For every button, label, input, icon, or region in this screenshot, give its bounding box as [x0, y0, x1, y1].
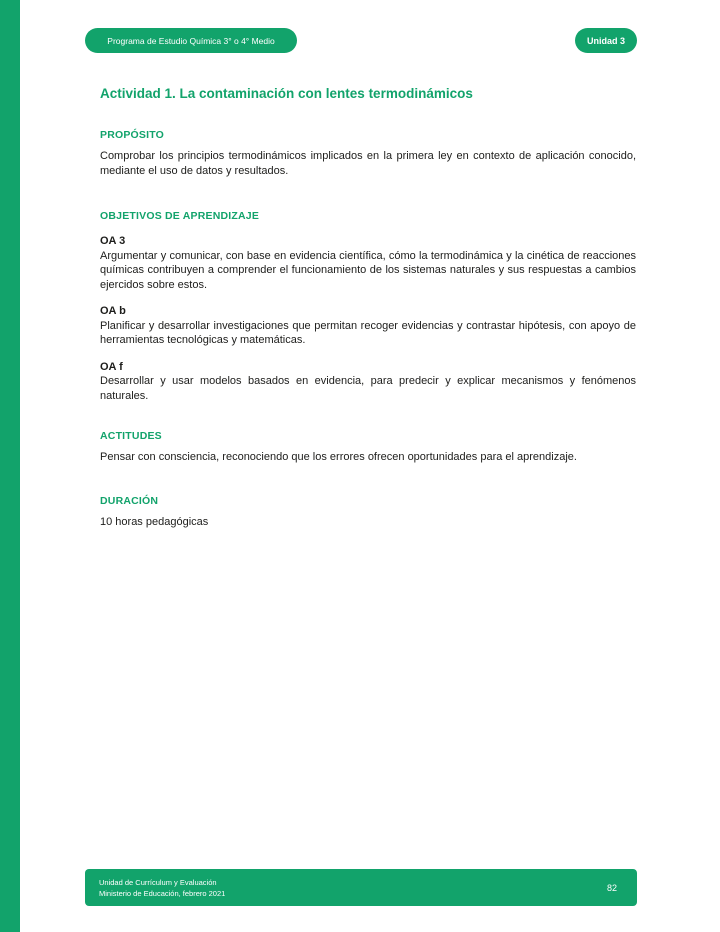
left-accent-strip [0, 0, 20, 932]
oa-code-oaf: OA f [100, 360, 123, 373]
footer-line2: Ministerio de Educación, febrero 2021 [99, 888, 226, 898]
oa-text-oab: Planificar y desarrollar investigaciones que permitan recoger evidencias y contrastar hipótesis, con apoyo de herramientas tecnológicas y matemáticas. [100, 319, 636, 346]
activity-title: Actividad 1. La contaminación con lentes termodinámicos [100, 86, 473, 101]
header-program-pill [85, 28, 297, 53]
actitudes-body: Pensar con consciencia, reconociendo que los errores ofrecen oportunidades para el aprendizaje. [100, 451, 577, 463]
oa-item-oa3 [100, 234, 636, 292]
section-actitudes [100, 430, 636, 465]
oa-text-oaf: Desarrollar y usar modelos basados en evidencia, para predecir y explicar mecanismos y fenómenos naturales. [100, 375, 636, 402]
proposito-heading: PROPÓSITO [100, 129, 165, 141]
page-content [100, 86, 636, 529]
objetivos-heading: OBJETIVOS DE APRENDIZAJE [100, 210, 260, 222]
oa-code-oab: OA b [100, 305, 126, 317]
section-objetivos [100, 210, 636, 403]
oa-text-oa3: Argumentar y comunicar, con base en evidencia científica, cómo la termodinámica y la cinética de reacciones químicas contribuyen a comprender el funcionamiento de los sistemas naturales y sus respuestas a cambios ejercidos sobre estos. [100, 249, 636, 291]
oa-code-oa3: OA 3 [100, 235, 126, 247]
oa-item-oab [100, 304, 636, 348]
duracion-heading: DURACIÓN [100, 494, 159, 507]
section-duracion [100, 495, 636, 530]
footer-bar [85, 869, 637, 906]
header-unit-pill [575, 28, 637, 53]
footer-credits [99, 877, 225, 899]
header-program-label: Programa de Estudio Química 3° o 4° Medio [107, 35, 275, 46]
footer-line1: Unidad de Currículum y Evaluación [99, 877, 217, 887]
oa-item-oaf [100, 360, 636, 404]
section-proposito [100, 129, 636, 178]
header-unit-label: Unidad 3 [586, 35, 625, 46]
page-number: 82 [606, 882, 617, 893]
actitudes-heading: ACTITUDES [100, 430, 162, 442]
proposito-body: Comprobar los principios termodinámicos implicados en la primera ley en contexto de aplicación conocido, mediante el uso de datos y resultados. [100, 150, 636, 177]
duracion-body: 10 horas pedagógicas [100, 515, 209, 528]
